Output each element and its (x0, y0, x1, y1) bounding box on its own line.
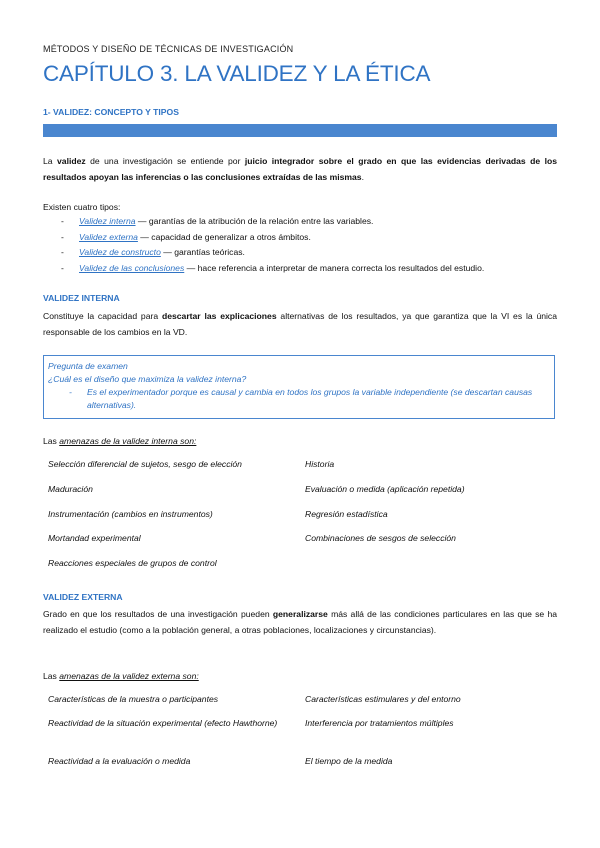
internal-bold: descartar las explicaciones (161, 311, 277, 321)
list-item: El tiempo de la medida (305, 756, 393, 766)
internal-text: alternativas de los resultados, ya que garantiza que la VI es la única responsable de los cambios en la VD. (43, 311, 557, 337)
external-validity-heading: VALIDEZ EXTERNA (43, 592, 123, 602)
external-bold: generalizarse (272, 609, 328, 619)
internal-text: Constituye la capacidad para (43, 311, 162, 321)
list-item: - Validez de las conclusiones — hace referencia a interpretar de manera correcta los resultados del estudio. (61, 262, 485, 273)
threats-prefix: Las (43, 671, 60, 681)
validity-type-link[interactable]: Validez de constructo (79, 247, 161, 257)
external-text: más allá de las condiciones particulares en las que se ha realizado el estudio (como a la población general, a otras poblaciones, localizaciones y circunstancias). (43, 609, 558, 635)
external-threats-title (43, 671, 199, 681)
definition-text: . (361, 172, 364, 182)
validity-type-desc: — hace referencia a interpretar de manera correcta los resultados del estudio. (184, 262, 485, 273)
exam-answer-text: Es el experimentador porque es causal y cambia en todos los grupos la variable independiente (se descartan causas alternativas). (87, 387, 533, 410)
exam-answer-dash: - (69, 387, 72, 397)
definition-text: de una investigación se entiende por (85, 156, 245, 166)
list-item: Regresión estadística (305, 509, 388, 519)
validity-type-link[interactable]: Validez de las conclusiones (79, 262, 185, 273)
document-header: MÉTODOS Y DISEÑO DE TÉCNICAS DE INVESTIGACIÓN (43, 44, 294, 54)
list-item: Instrumentación (cambios en instrumentos) (48, 509, 213, 519)
exam-question-box (43, 355, 555, 419)
threats-prefix: Las (43, 436, 60, 446)
list-item: Historia (305, 459, 335, 469)
external-text: Grado en que los resultados de una investigación pueden (43, 609, 273, 619)
internal-validity-heading: VALIDEZ INTERNA (43, 293, 120, 303)
validity-type-desc: — capacidad de generalizar a otros ámbitos. (137, 231, 311, 242)
validity-type-link[interactable]: Validez interna (79, 216, 136, 226)
section-bar (43, 124, 557, 137)
internal-threats-title (43, 436, 196, 446)
list-item: Maduración (48, 484, 93, 494)
threats-title-text: amenazas de la validez externa son: (59, 671, 199, 681)
external-validity-text (43, 606, 557, 638)
internal-validity-text (43, 308, 557, 340)
list-item: Interferencia por tratamientos múltiples (305, 718, 454, 728)
validity-type-desc: — garantías de la atribución de la relación entre las variables. (135, 216, 374, 226)
validity-type-desc: — garantías teóricas. (160, 247, 245, 257)
list-item: - Validez interna — garantías de la atribución de la relación entre las variables. (61, 216, 374, 226)
definition-text: La (43, 156, 58, 166)
list-item: Mortandad experimental (48, 533, 141, 543)
threats-title-text: amenazas de la validez interna son: (59, 436, 197, 446)
list-item: Características estimulares y del entorno (305, 694, 461, 704)
definition-bold: juicio integrador sobre el grado en que las evidencias derivadas de los resultados apoyan las inferencias o las conclusiones extraídas de las mismas (43, 156, 557, 182)
list-item: Reactividad a la evaluación o medida (48, 756, 191, 766)
validity-type-link[interactable]: Validez externa (79, 231, 138, 242)
types-intro: Existen cuatro tipos: (43, 202, 121, 212)
list-item: Reactividad de la situación experimental (efecto Hawthorne) (48, 718, 278, 728)
exam-label: Pregunta de examen (48, 361, 128, 371)
list-item: Selección diferencial de sujetos, sesgo de elección (48, 459, 242, 469)
chapter-title: CAPÍTULO 3. LA VALIDEZ Y LA ÉTICA (43, 61, 431, 86)
list-item: Evaluación o medida (aplicación repetida) (305, 484, 465, 494)
exam-answer (48, 386, 550, 412)
list-item: - Validez externa — capacidad de generalizar a otros ámbitos. (61, 231, 311, 242)
section-heading: 1- VALIDEZ: CONCEPTO Y TIPOS (43, 107, 179, 117)
validity-types-list (61, 214, 484, 276)
definition-bold: validez (57, 156, 86, 166)
exam-question: ¿Cuál es el diseño que maximiza la validez interna? (48, 374, 247, 384)
list-item: Características de la muestra o participantes (48, 694, 219, 704)
validity-definition (43, 153, 557, 185)
list-item: Reacciones especiales de grupos de control (48, 558, 217, 568)
list-item: Combinaciones de sesgos de selección (305, 533, 456, 543)
list-item: - Validez de constructo — garantías teóricas. (61, 247, 245, 257)
